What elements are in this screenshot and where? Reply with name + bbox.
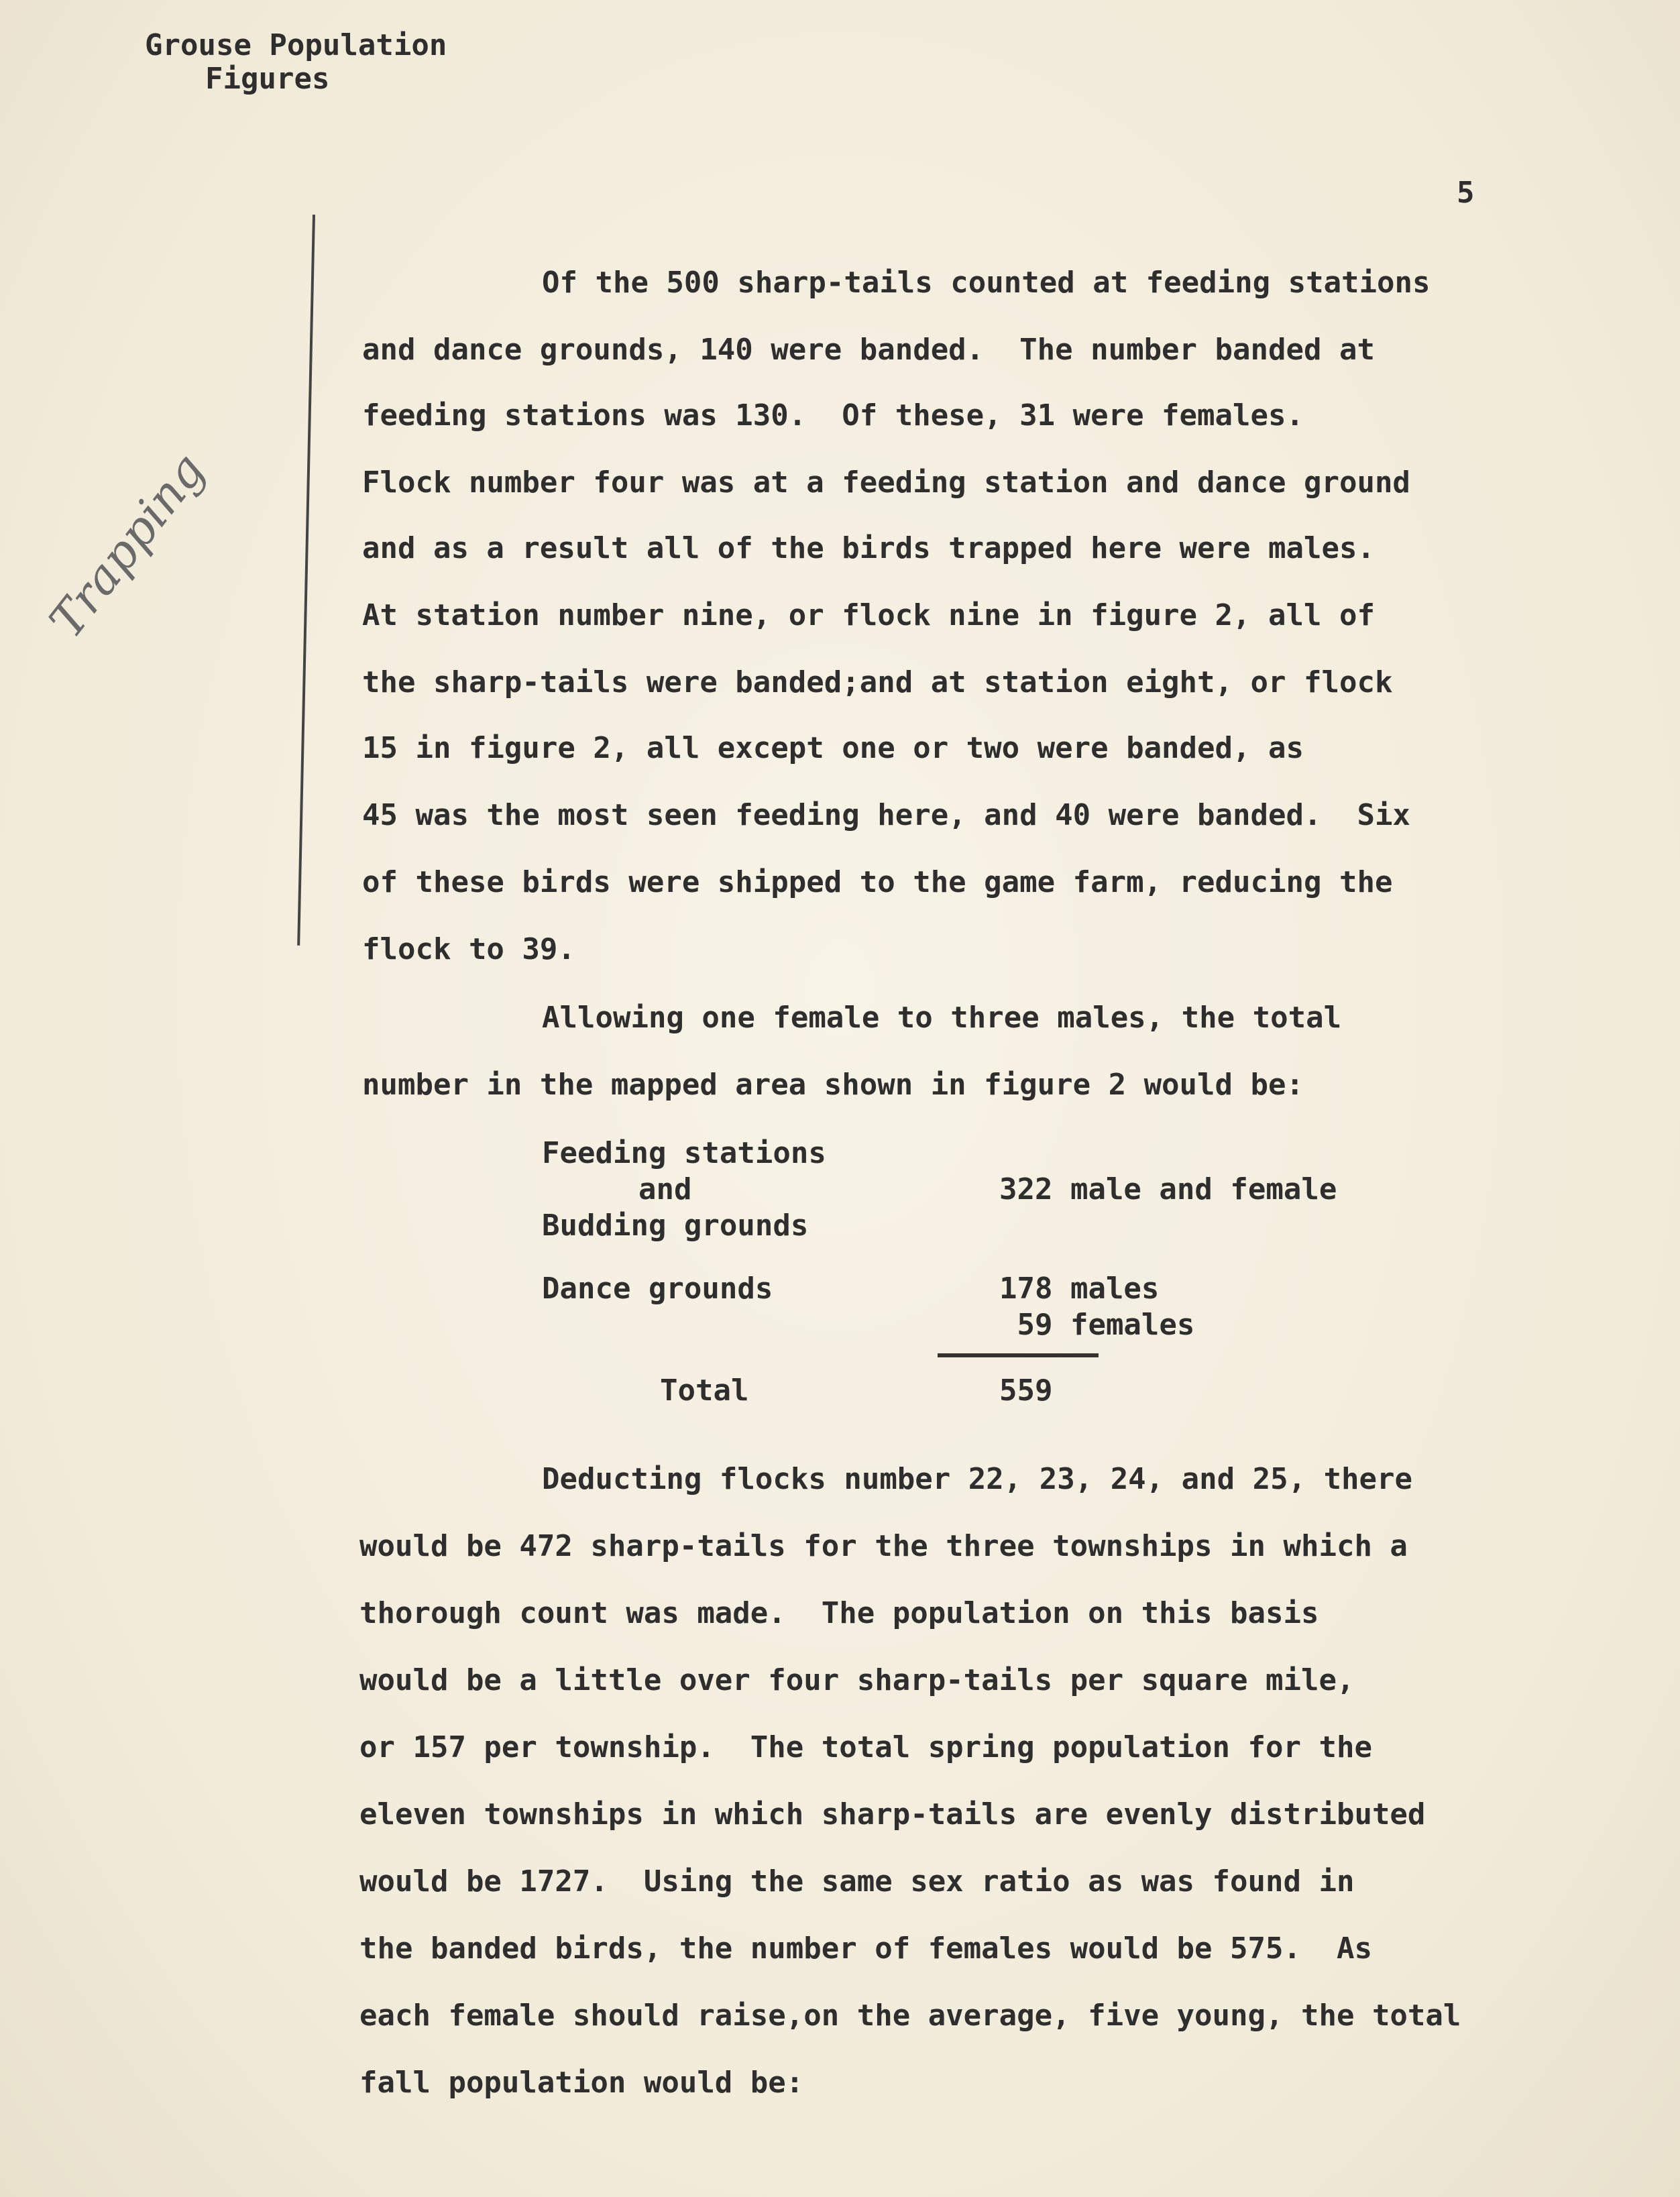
- p3-line-8: the banded birds, the number of females would be 575. As: [359, 1931, 1372, 1966]
- p1-line-9: 45 was the most seen feeding here, and 40 were banded. Six: [362, 798, 1410, 832]
- table-row1-label-3: Budding grounds: [542, 1208, 809, 1243]
- p3-line-7: would be 1727. Using the same sex ratio as was found in: [359, 1864, 1355, 1899]
- p3-line-10: fall population would be:: [359, 2066, 804, 2100]
- p2-line-1: Allowing one female to three males, the total: [542, 1001, 1342, 1035]
- table-row2-value-2: 59 females: [999, 1308, 1195, 1342]
- table-total-value: 559: [999, 1373, 1053, 1408]
- header-title-line1: Grouse Population: [145, 28, 447, 62]
- p1-line-2: and dance grounds, 140 were banded. The number banded at: [362, 333, 1375, 367]
- table-row1-label-2: and: [638, 1172, 692, 1206]
- p3-line-4: would be a little over four sharp-tails per square mile,: [359, 1663, 1355, 1697]
- p1-line-11: flock to 39.: [362, 932, 575, 966]
- p3-line-6: eleven townships in which sharp-tails are evenly distributed: [359, 1797, 1426, 1832]
- p1-line-1: Of the 500 sharp-tails counted at feeding stations: [542, 266, 1431, 300]
- header-title-line2: Figures: [205, 62, 330, 96]
- total-underline: [938, 1353, 1099, 1357]
- p3-line-3: thorough count was made. The population on this basis: [359, 1596, 1319, 1630]
- p1-line-5: and as a result all of the birds trapped here were males.: [362, 531, 1375, 565]
- p3-line-2: would be 472 sharp-tails for the three townships in which a: [359, 1529, 1408, 1563]
- page-number: 5: [1457, 176, 1475, 210]
- p1-line-4: Flock number four was at a feeding station and dance ground: [362, 465, 1410, 500]
- p2-line-2: number in the mapped area shown in figure 2 would be:: [362, 1068, 1304, 1102]
- table-row2-label: Dance grounds: [542, 1272, 773, 1306]
- table-row2-value-1: 178 males: [999, 1272, 1160, 1306]
- table-row1-value: 322 male and female: [999, 1172, 1337, 1206]
- margin-mark-bar: [297, 215, 319, 946]
- p3-line-5: or 157 per township. The total spring population for the: [359, 1730, 1372, 1764]
- p3-line-9: each female should raise,on the average, five young, the total: [359, 1998, 1461, 2033]
- table-row1-label-1: Feeding stations: [542, 1136, 826, 1170]
- table-total-label: Total: [660, 1373, 749, 1408]
- p1-line-6: At station number nine, or flock nine in figure 2, all of: [362, 598, 1375, 632]
- p1-line-3: feeding stations was 130. Of these, 31 were females.: [362, 398, 1304, 433]
- p1-line-10: of these birds were shipped to the game farm, reducing the: [362, 865, 1393, 899]
- p1-line-7: the sharp-tails were banded;and at station eight, or flock: [362, 665, 1393, 699]
- p3-line-1: Deducting flocks number 22, 23, 24, and 25, there: [542, 1462, 1413, 1496]
- handwritten-margin-note: Trapping: [38, 443, 216, 649]
- p1-line-8: 15 in figure 2, all except one or two were banded, as: [362, 731, 1304, 765]
